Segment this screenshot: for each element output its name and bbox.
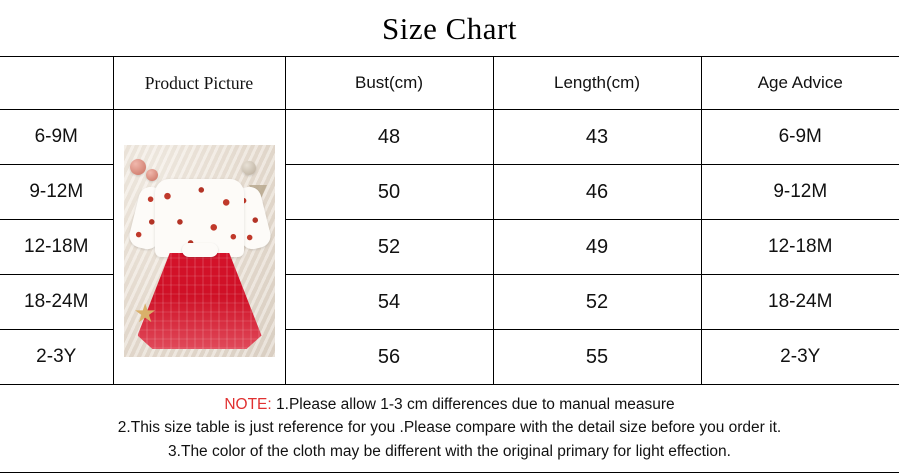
table-header xyxy=(0,57,899,110)
decor-ball-icon xyxy=(130,159,146,175)
note-text-1: 1.Please allow 1-3 cm differences due to manual measure xyxy=(276,396,675,413)
header-row xyxy=(0,57,899,110)
cell-bust: 52 xyxy=(285,220,493,275)
size-chart-table xyxy=(0,56,899,385)
notes-block xyxy=(0,385,899,463)
header-age-advice: Age Advice xyxy=(701,57,899,110)
cell-size: 2-3Y xyxy=(0,330,113,385)
cell-bust: 48 xyxy=(285,110,493,165)
table-row xyxy=(0,110,899,165)
dress-bow xyxy=(182,243,218,257)
cell-age: 18-24M xyxy=(701,275,899,330)
note-line-3: 3.The color of the cloth may be different with the original primary for light effection. xyxy=(168,442,731,460)
cell-bust: 56 xyxy=(285,330,493,385)
header-size xyxy=(0,57,113,110)
decor-ball-icon xyxy=(242,161,256,175)
cell-age: 12-18M xyxy=(701,220,899,275)
page-title: Size Chart xyxy=(382,11,517,46)
product-photo xyxy=(124,145,275,357)
header-product-picture: Product Picture xyxy=(113,57,285,110)
cell-size: 12-18M xyxy=(0,220,113,275)
cell-length: 46 xyxy=(493,165,701,220)
cell-age: 2-3Y xyxy=(701,330,899,385)
cell-product-picture xyxy=(113,110,285,385)
cell-size: 9-12M xyxy=(0,165,113,220)
cell-size: 6-9M xyxy=(0,110,113,165)
cell-length: 43 xyxy=(493,110,701,165)
cell-length: 55 xyxy=(493,330,701,385)
note-label: NOTE: xyxy=(224,396,272,413)
header-bust: Bust(cm) xyxy=(285,57,493,110)
note-line-2: 2.This size table is just reference for you .Please compare with the detail size before you order it. xyxy=(117,419,782,437)
note-line-1 xyxy=(10,393,889,416)
cell-bust: 50 xyxy=(285,165,493,220)
decor-ball-icon xyxy=(146,169,158,181)
cell-length: 52 xyxy=(493,275,701,330)
header-length: Length(cm) xyxy=(493,57,701,110)
cell-age: 6-9M xyxy=(701,110,899,165)
cell-age: 9-12M xyxy=(701,165,899,220)
cell-length: 49 xyxy=(493,220,701,275)
table-body xyxy=(0,110,899,385)
cell-size: 18-24M xyxy=(0,275,113,330)
cell-bust: 54 xyxy=(285,275,493,330)
